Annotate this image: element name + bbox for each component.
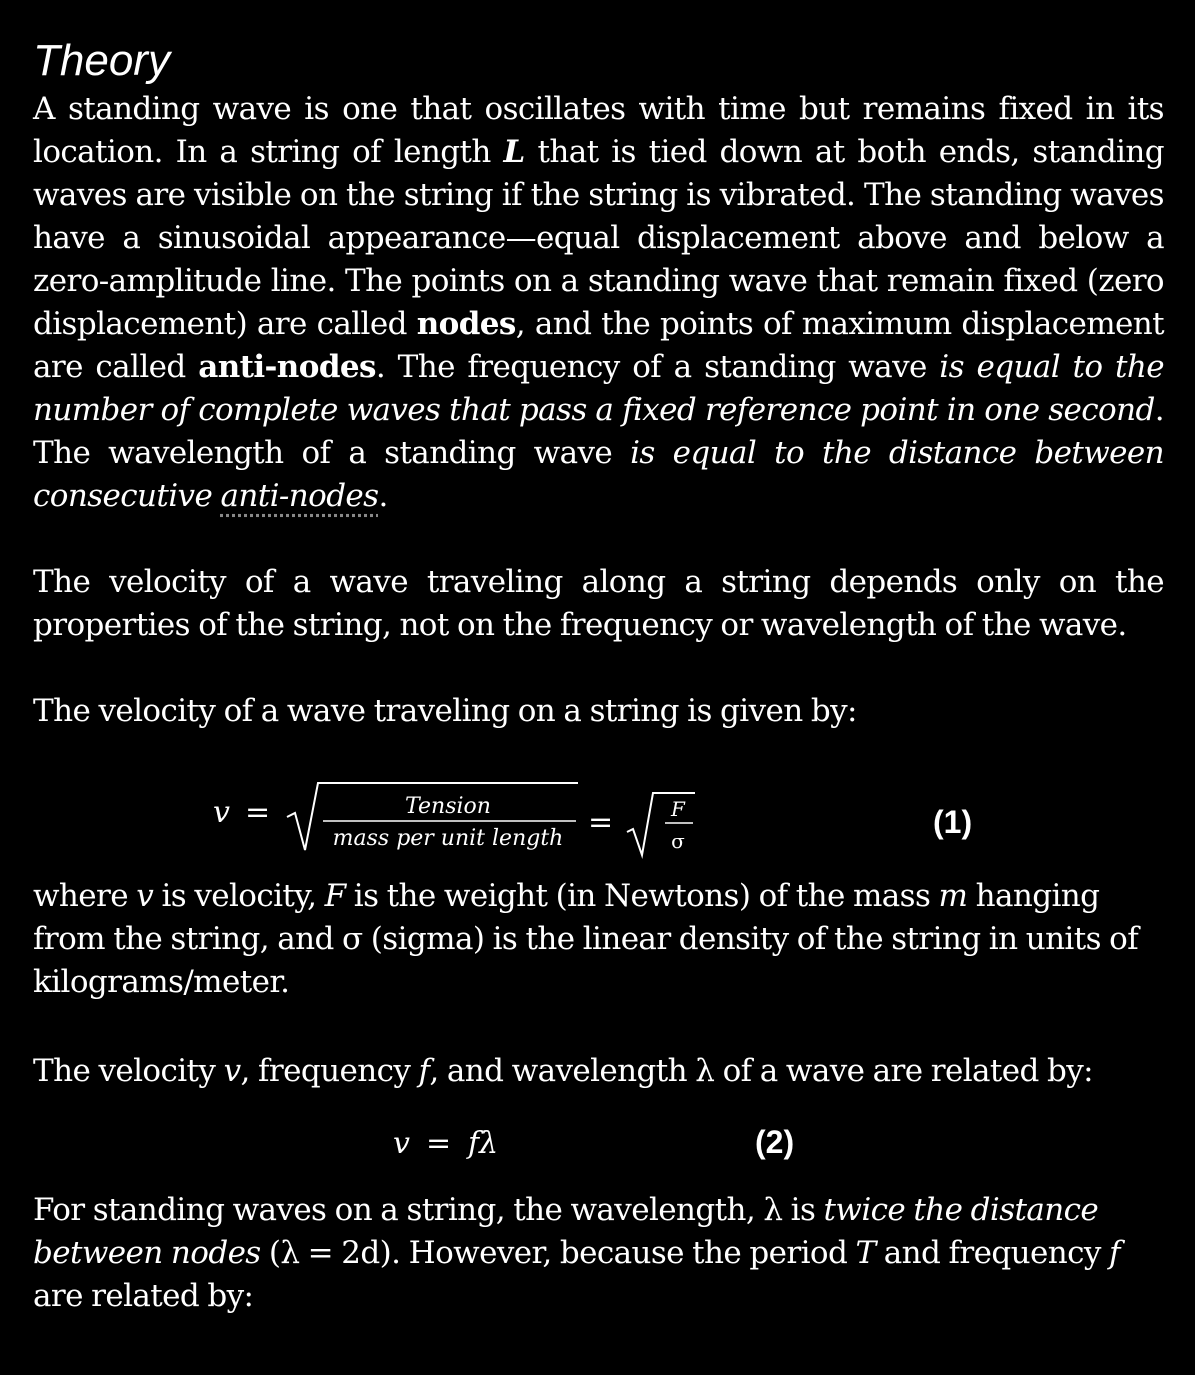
paragraph-relation (33, 1050, 1164, 1093)
p1-text-4: . The frequency of a standing wave (375, 349, 940, 385)
eq1-lhs-v: v (213, 795, 230, 830)
equation-number-1: (1) (933, 804, 973, 840)
var-v: v (136, 878, 154, 914)
var-v-2: v (223, 1053, 241, 1089)
p1-text-3: , and the points of maximum displacement are called (33, 306, 1164, 385)
p5-text-2: , frequency (240, 1053, 419, 1089)
p4-text-2: is velocity, (153, 878, 325, 914)
p5-text-1: The velocity (33, 1053, 224, 1089)
eq1-denominator-sigma: σ (671, 829, 685, 853)
equation-2 (33, 1093, 1164, 1189)
p6-text-1: For standing waves on a string, the wavelength, λ is (33, 1192, 824, 1228)
eq2-rhs: fλ (468, 1126, 499, 1161)
equation-2-graphic (33, 1093, 1164, 1189)
var-f: f (418, 1053, 430, 1089)
theory-page (33, 34, 1164, 1318)
var-T: T (855, 1235, 876, 1271)
p6-text-4: are related by: (33, 1278, 254, 1314)
paragraph-standing-wavelength (33, 1189, 1164, 1318)
wavelength-definition: is equal to the distance between consecutive (33, 435, 1164, 514)
eq2-lhs-v: v (393, 1126, 410, 1161)
frequency-definition: is equal to the number of complete waves that pass a fixed reference point in one second (33, 349, 1164, 428)
equation-1 (33, 733, 1164, 875)
p5-text-3: , and wavelength λ of a wave are related by: (429, 1053, 1093, 1089)
eq1-equals: = (245, 795, 271, 830)
equation-1-graphic (33, 733, 1164, 875)
p6-text-2: (λ = 2d). However, because the period (260, 1235, 856, 1271)
eq1-equals-2: = (588, 805, 614, 840)
section-heading: Theory (33, 36, 170, 85)
eq1-denominator: mass per unit length (332, 826, 564, 851)
equation-number-2: (2) (755, 1124, 795, 1160)
var-m: m (938, 878, 968, 914)
paragraph-velocity-properties: The velocity of a wave traveling along a string depends only on the properties of the string, not on the frequency or wavelength of the wave. (33, 564, 1164, 643)
p1-text-5: . The wavelength of a standing wave (33, 392, 1164, 471)
paragraph-variable-definitions (33, 875, 1164, 1004)
var-f-2: f (1109, 1235, 1120, 1271)
length-variable: L (503, 134, 525, 170)
p1-text-6: . (378, 478, 388, 514)
paragraph-velocity-given-by: The velocity of a wave traveling on a string is given by: (33, 693, 857, 729)
p1-text-2: that is tied down at both ends, standing waves are visible on the string if the string is vibrated. The standing waves have a sinusoidal appearance—equal displacement above and below a zero-amplitude line. The points on a standing wave that remain fixed (zero displacement) are called (33, 134, 1164, 342)
eq1-numerator-f: F (671, 797, 685, 821)
p1-text-1: A standing wave is one that oscillates with time but remains fixed in its location. In a string of length (33, 91, 1164, 170)
p4-text-4: hanging from the string, and σ (sigma) is the linear density of the string in units of kilograms/meter. (33, 878, 1139, 1000)
anti-nodes-underlined: anti-nodes (220, 478, 379, 514)
paragraph-standing-waves (33, 88, 1164, 518)
term-nodes: nodes (416, 306, 516, 342)
eq2-equals: = (426, 1126, 452, 1161)
var-F: F (324, 878, 346, 914)
p6-text-3: and frequency (875, 1235, 1110, 1271)
term-anti-nodes: anti-nodes (198, 349, 376, 385)
p4-text-3: is the weight (in Newtons) of the mass (345, 878, 939, 914)
eq1-numerator-tension: Tension (405, 794, 491, 819)
p4-text-1: where (33, 878, 137, 914)
twice-distance-phrase: twice the distance between nodes (33, 1192, 1099, 1271)
